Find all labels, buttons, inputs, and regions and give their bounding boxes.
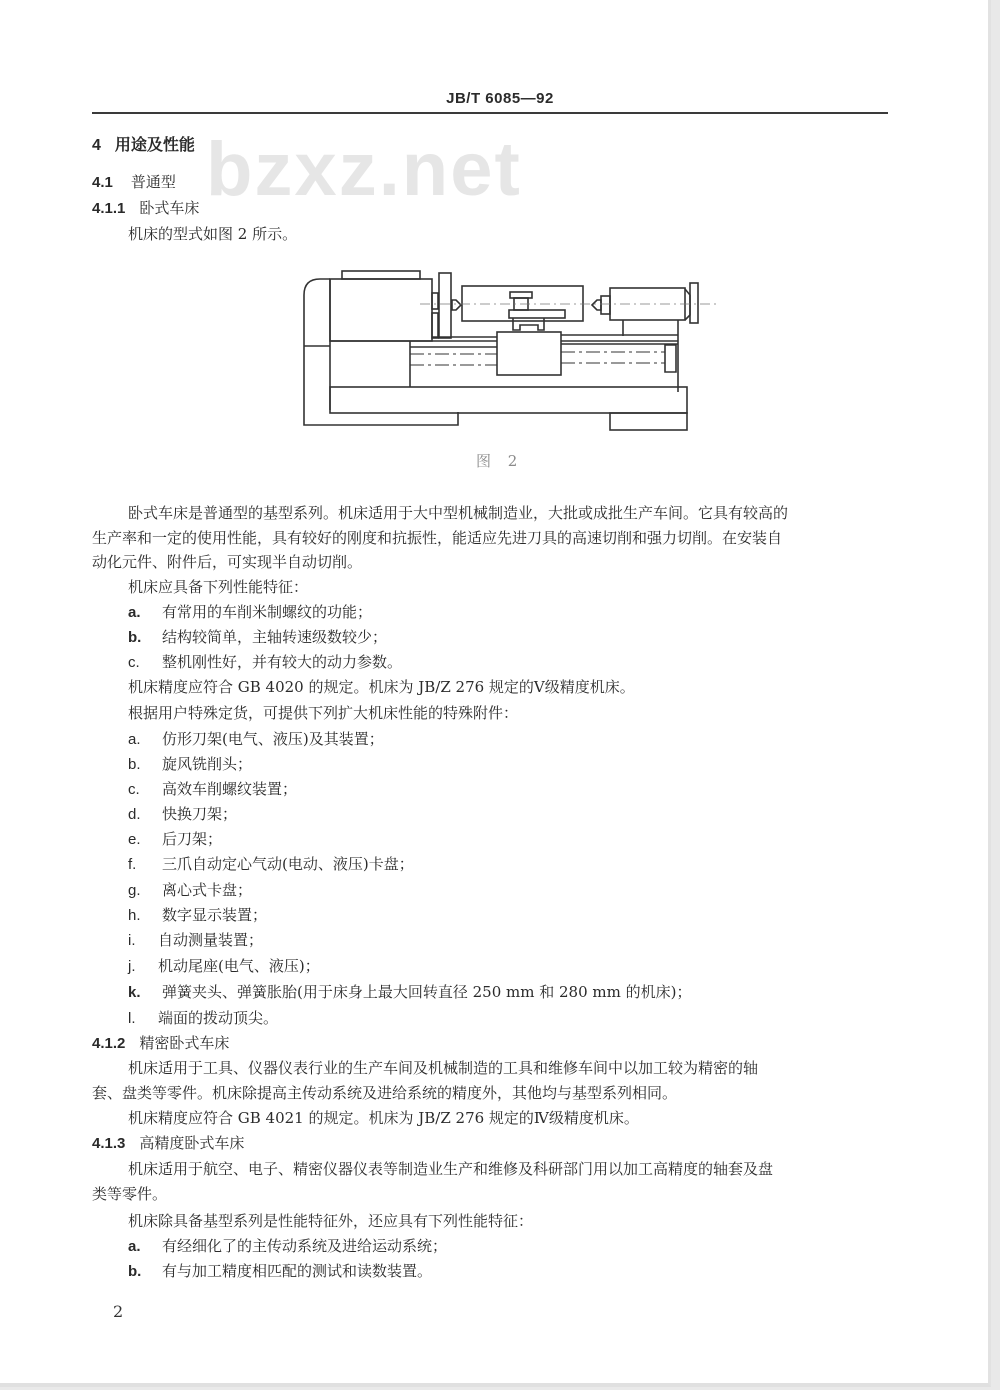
list-label: b. <box>128 756 141 773</box>
figure-intro: 机床的型式如图 2 所示。 <box>128 225 298 243</box>
list-item <box>128 729 384 750</box>
features-intro: 机床应具备下列性能特征： <box>128 578 309 596</box>
list-text: 整机刚性好，并有较大的动力参数。 <box>162 653 403 671</box>
list-label: c. <box>128 654 140 671</box>
paragraph-line: 动化元件、附件后，可实现半自动切削。 <box>92 553 363 571</box>
list-item <box>128 602 372 623</box>
paragraph-line: 卧式车床是普通型的基型系列。机床适用于大中型机械制造业，大批或成批生产车间。它具有较高的 <box>128 504 789 522</box>
list-text: 快换刀架； <box>162 805 238 823</box>
figure-caption: 图 2 <box>476 452 524 470</box>
lathe-diagram <box>296 262 726 442</box>
paragraph-line: 机床适用于工具、仪器仪表行业的生产车间及机械制造的工具和维修车间中以加工较为精密的轴 <box>128 1059 759 1077</box>
section-number: 4.1.3 <box>92 1135 126 1152</box>
list-text: 端面的拨动顶尖。 <box>158 1009 279 1027</box>
section-number: 4.1.2 <box>92 1035 126 1052</box>
section-title: 高精度卧式车床 <box>139 1134 245 1152</box>
features-intro: 机床除具备基型系列是性能特征外，还应具有下列性能特征： <box>128 1212 534 1230</box>
list-label: a. <box>128 1238 141 1255</box>
list-label: h. <box>128 907 141 924</box>
list-text: 仿形刀架(电气、液压)及其装置； <box>162 730 384 748</box>
section-4-1-heading <box>92 172 176 193</box>
list-item <box>128 930 263 951</box>
list-text: 弹簧夹头、弹簧胀胎(用于床身上最大回转直径 250 mm 和 280 mm 的机床)； <box>162 983 692 1001</box>
list-item <box>128 880 252 901</box>
list-item <box>128 779 297 800</box>
paragraph-line: 机床适用于航空、电子、精密仪器仪表等制造业生产和维修及科研部门用以加工高精度的轴套及盘 <box>128 1160 774 1178</box>
paragraph-line: 套、盘类等零件。机床除提高主传动系统及进给系统的精度外，其他均与基型系列相同。 <box>92 1084 678 1102</box>
section-number: 4.1.1 <box>92 200 126 217</box>
list-label: d. <box>128 806 141 823</box>
section-4-1-1-heading <box>92 198 199 219</box>
watermark: bzxz.net <box>206 127 522 212</box>
list-label: b. <box>128 1263 142 1280</box>
precision-statement: 机床精度应符合 GB 4021 的规定。机床为 JB/Z 276 规定的Ⅳ级精度机床。 <box>128 1109 639 1127</box>
list-item <box>128 627 387 648</box>
list-text: 离心式卡盘； <box>162 881 253 899</box>
list-item <box>128 829 222 850</box>
page-number: 2 <box>113 1302 124 1321</box>
list-text: 旋风铣削头； <box>162 755 253 773</box>
list-label: c. <box>128 781 140 798</box>
section-number: 4.1 <box>92 174 113 191</box>
list-item <box>128 905 267 926</box>
list-label: k. <box>128 984 141 1001</box>
list-label: e. <box>128 831 141 848</box>
paragraph-line: 类等零件。 <box>92 1185 168 1203</box>
list-item <box>128 1008 278 1029</box>
section-number: 4 <box>92 137 101 154</box>
section-4-heading <box>92 135 195 156</box>
list-label: b. <box>128 629 142 646</box>
accessories-intro: 根据用户特殊定货，可提供下列扩大机床性能的特殊附件： <box>128 704 519 722</box>
list-label: i. <box>128 932 136 949</box>
section-4-1-2-heading <box>92 1033 229 1054</box>
list-label: j. <box>128 958 136 975</box>
section-title: 普通型 <box>130 173 176 191</box>
list-label: f. <box>128 856 137 873</box>
standard-code-header: JB/T 6085—92 <box>446 90 554 107</box>
section-title: 精密卧式车床 <box>139 1034 230 1052</box>
list-text: 后刀架； <box>162 830 223 848</box>
list-text: 数字显示装置； <box>162 906 268 924</box>
list-text: 有与加工精度相匹配的测试和读数装置。 <box>162 1262 433 1280</box>
section-title: 用途及性能 <box>114 135 195 154</box>
list-item <box>128 754 252 775</box>
list-label: l. <box>128 1010 136 1027</box>
paragraph-line: 生产率和一定的使用性能，具有较好的刚度和抗振性，能适应先进刀具的高速切削和强力切削。在安装自 <box>92 529 783 547</box>
header-rule <box>92 112 888 114</box>
list-text: 三爪自动定心气动(电动、液压)卡盘； <box>162 855 414 873</box>
list-item <box>128 1236 447 1257</box>
list-item <box>128 982 691 1003</box>
list-item <box>128 804 237 825</box>
section-title: 卧式车床 <box>139 199 200 217</box>
list-item <box>128 1261 432 1282</box>
section-4-1-3-heading <box>92 1133 244 1154</box>
list-item <box>128 854 414 875</box>
list-label: a. <box>128 731 141 748</box>
list-text: 高效车削螺纹装置； <box>162 780 298 798</box>
list-label: a. <box>128 604 141 621</box>
list-item <box>128 652 402 673</box>
list-text: 有常用的车削米制螺纹的功能； <box>162 603 373 621</box>
list-text: 结构较简单，主轴转速级数较少； <box>162 628 388 646</box>
list-text: 有经细化了的主传动系统及进给运动系统； <box>162 1237 448 1255</box>
list-text: 机动尾座(电气、液压)； <box>158 957 320 975</box>
precision-statement: 机床精度应符合 GB 4020 的规定。机床为 JB/Z 276 规定的Ⅴ级精度机床。 <box>128 678 635 696</box>
list-label: g. <box>128 882 141 899</box>
list-item <box>128 956 320 977</box>
list-text: 自动测量装置； <box>158 931 264 949</box>
